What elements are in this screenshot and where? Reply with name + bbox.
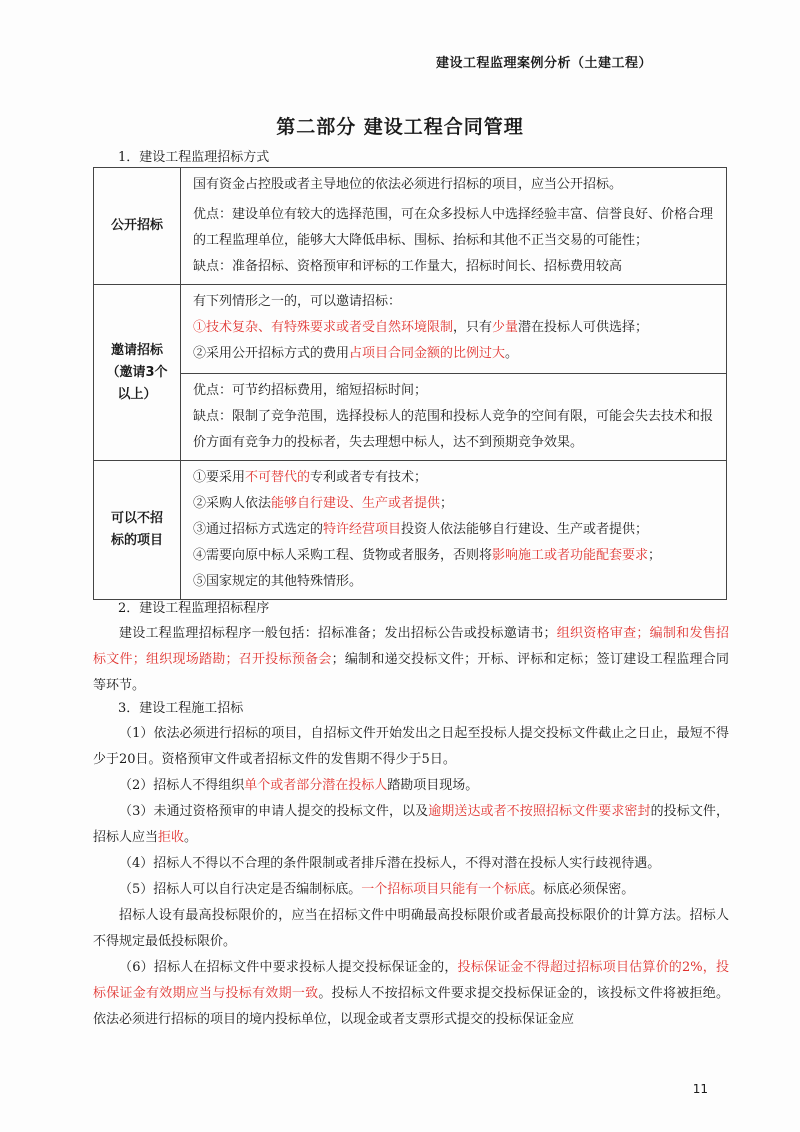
exempt-item-4 (193, 543, 718, 569)
exempt-item-4-text: ④需要向原中标人采购工程、货物或者服务，否则将 (193, 548, 493, 563)
rule-5-text: （5）招标人可以自行决定是否编制标底。 (119, 882, 362, 897)
invited-tender-advantages: 优点：可节约招标费用，缩短招标时间； (193, 383, 428, 398)
invited-tender-label-text: 邀请招标（邀请3个以上） (106, 342, 168, 402)
exempt-item-2 (193, 491, 718, 517)
exempt-item-4-tail: ； (648, 548, 662, 563)
rule-2-highlight: 单个或者部分潜在投标人 (244, 778, 388, 793)
rule-3 (93, 799, 729, 851)
rule-4: （4）招标人不得以不合理的条件限制或者排斥潜在投标人，不得对潜在投标人实行歧视待遇。 (119, 856, 661, 871)
rule-3-tail: 。 (184, 830, 198, 845)
section-2-body (93, 621, 729, 699)
rule-2-text: （2）招标人不得组织 (119, 778, 245, 793)
exempt-projects-content (181, 461, 727, 600)
condition-1-text: ，只有 (453, 320, 493, 335)
exempt-projects-label-text: 可以不招标的项目 (110, 511, 163, 548)
exempt-item-1-text: ①要采用 (193, 470, 246, 485)
exempt-item-2-highlight: 能够自行建设、生产或者提供 (271, 496, 441, 511)
condition-2-tail: 。 (505, 346, 519, 361)
open-tender-disadvantages: 缺点：准备招标、资格预审和评标的工作量大，招标时间长、招标费用较高 (193, 259, 623, 274)
rule-2 (93, 773, 729, 799)
rule-5-ceiling-price: 招标人设有最高投标限价的，应当在招标文件中明确最高投标限价或者最高投标限价的计算方法。招标人不得规定最低投标限价。 (93, 908, 729, 949)
rule-3-highlight: 逾期送达或者不按照招标文件要求密封 (428, 804, 651, 819)
procedure-text: 建设工程监理招标程序一般包括：招标准备；发出招标公告或投标邀请书； (119, 626, 557, 641)
section-1-heading: 1．建设工程监理招标方式 (118, 150, 270, 165)
section-3-body (93, 721, 729, 1033)
rule-6-text: （6）招标人在招标文件中要求投标人提交投标保证金的， (119, 960, 458, 975)
invited-tender-conditions (181, 285, 726, 374)
exempt-item-2-tail: ； (440, 496, 454, 511)
tendering-methods-table (93, 167, 727, 600)
exempt-item-1-highlight: 不可替代的 (245, 470, 311, 485)
table-row-invited-tender (94, 285, 727, 461)
part-title: 第二部分 建设工程合同管理 (276, 116, 524, 138)
open-tender-label: 公开招标 (94, 168, 181, 285)
running-header: 建设工程监理案例分析（土建工程） (435, 56, 652, 71)
rule-5-highlight: 一个招标项目只能有一个标底 (361, 882, 531, 897)
condition-2-text: ②采用公开招标方式的费用 (193, 346, 350, 361)
exempt-item-3-text: ③通过招标方式选定的 (193, 522, 324, 537)
rule-5 (93, 877, 729, 903)
rule-6-highlight: 投标保证金不得超过招标项目估算价的2%，投标保证金有效期应当与投标有效期一致 (93, 960, 729, 1001)
rule-6 (93, 955, 729, 1033)
section-3-heading: 3．建设工程施工招标 (118, 701, 244, 716)
section-2-heading: 2．建设工程监理招标程序 (118, 601, 270, 616)
condition-1-highlight: ①技术复杂、有特殊要求或者受自然环境限制 (193, 320, 454, 335)
open-tender-advantages: 优点：建设单位有较大的选择范围，可在众多投标人中选择经验丰富、信誉良好、价格合理的工程监理单位，能够大大降低串标、围标、抬标和其他不正当交易的可能性； (193, 207, 714, 248)
rule-5-tail: 。标底必须保密。 (530, 882, 635, 897)
condition-1-few: 少量 (492, 320, 519, 335)
procedure-highlight: 组织资格审查；编制和发售招标文件；组织现场踏勘；召开投标预备会 (93, 626, 729, 667)
exempt-item-2-text: ②采购人依法 (193, 496, 272, 511)
exempt-projects-label (94, 461, 181, 600)
rule-3-mid: 的投标文件，招标人应当 (93, 804, 729, 845)
invited-tender-content (181, 285, 727, 461)
procedure-tail: ；编制和递交投标文件；开标、评标和定标；签订建设工程监理合同等环节。 (93, 652, 729, 693)
invited-tender-proscons (181, 374, 726, 460)
condition-2-highlight: 占项目合同金额的比例过大 (349, 346, 506, 361)
exempt-item-5: ⑤国家规定的其他特殊情形。 (193, 574, 363, 589)
exempt-item-3 (193, 517, 718, 543)
open-tender-content (181, 168, 727, 285)
invited-condition-1 (193, 315, 718, 341)
table-row-open-tender (94, 168, 727, 285)
open-tender-scope: 国有资金占控股或者主导地位的依法必须进行招标的项目，应当公开招标。 (193, 177, 623, 192)
rule-6-tail: 。投标人不按招标文件要求提交投标保证金的，该投标文件将被拒绝。依法必须进行招标的项目的境内投标单位，以现金或者支票形式提交的投标保证金应 (93, 986, 729, 1027)
invited-tender-disadvantages: 缺点：限制了竞争范围，选择投标人的范围和投标人竞争的空间有限，可能会失去技术和报价方面有竞争力的投标者，失去理想中标人，达不到预期竞争效果。 (193, 409, 714, 450)
exempt-item-3-highlight: 特许经营项目 (323, 522, 402, 537)
condition-1-tail: 潜在投标人可供选择； (518, 320, 649, 335)
invited-tender-intro: 有下列情形之一的，可以邀请招标： (193, 294, 402, 309)
table-row-exempt-projects (94, 461, 727, 600)
rule-3-text: （3）未通过资格预审的申请人提交的投标文件，以及 (119, 804, 429, 819)
procedure-paragraph (93, 621, 729, 699)
exempt-item-4-highlight: 影响施工或者功能配套要求 (492, 548, 649, 563)
invited-tender-label (94, 285, 181, 461)
exempt-item-1-tail: 专利或者专有技术； (310, 470, 428, 485)
page-number: 11 (692, 1082, 708, 1096)
rule-3-reject: 拒收 (158, 830, 185, 845)
rule-2-tail: 踏勘项目现场。 (387, 778, 479, 793)
exempt-item-3-tail: 投资人依法能够自行建设、生产或者提供； (401, 522, 649, 537)
invited-condition-2 (193, 341, 718, 367)
rule-1: （1）依法必须进行招标的项目，自招标文件开始发出之日起至投标人提交投标文件截止之日止，最短不得少于20日。资格预审文件或者招标文件的发售期不得少于5日。 (93, 726, 729, 767)
exempt-item-1 (193, 465, 718, 491)
